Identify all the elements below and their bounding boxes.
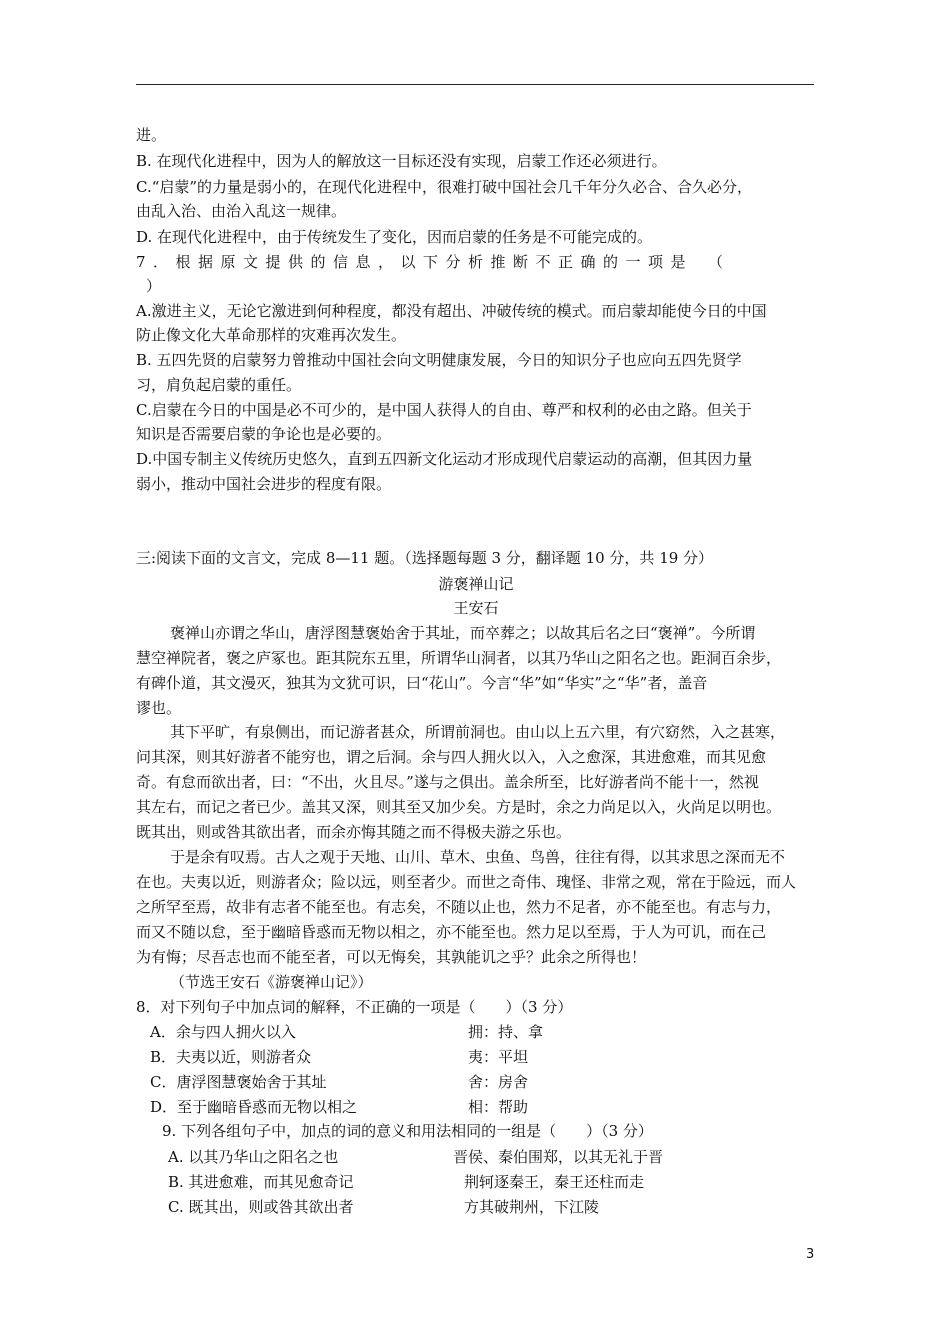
q8-option-sentence: A．余与四人拥火以入 (150, 1023, 296, 1041)
q8-option-d (150, 1097, 830, 1117)
text-line: 之所罕至焉，故非有志者不能至也。有志矣，不随以止也，然力不足者，亦不能至也。有志与力， (136, 898, 782, 916)
essay-paragraph-1: 褒禅山亦谓之华山，唐浮图慧褒始舍于其址，而卒葬之；以故其后名之曰“褒禅”。今所谓 (170, 624, 756, 642)
text-line: 问其深，则其好游者不能穷也，谓之后洞。余与四人拥火以入，入之愈深，其进愈难，而其见愈 (136, 748, 767, 766)
text-line: 进。 (136, 126, 167, 144)
page-number: 3 (806, 1247, 815, 1262)
essay-title: 游褒禅山记 (438, 575, 514, 593)
option-b-q7: B. 五四先贤的启蒙努力曾推动中国社会向文明健康发展，今日的知识分子也应向五四先贤学 (136, 351, 742, 369)
q8-option-gloss: 夷：平坦 (468, 1048, 529, 1066)
q8-option-sentence: B．夫夷以近，则游者众 (150, 1048, 312, 1066)
q8-option-gloss: 舍：房舍 (468, 1073, 529, 1091)
option-d-q7: D.中国专制主义传统历史悠久，直到五四新文化运动才形成现代启蒙运动的高潮，但其因力量 (136, 450, 753, 468)
q8-option-gloss: 拥：持、拿 (468, 1023, 544, 1041)
essay-author: 王安石 (453, 599, 499, 617)
question-7-stem: 7．根据原文提供的信息，以下分析推断不正确的一项是 （ (136, 253, 731, 271)
text-line: 弱小，推动中国社会进步的程度有限。 (136, 475, 392, 493)
q9-option-sentence: B. 其进愈难，而其见愈奇记 (168, 1173, 354, 1191)
text-line: ） (146, 277, 162, 295)
q9-option-c (168, 1197, 848, 1217)
text-line: 既其出，则或咎其欲出者，而余亦悔其随之而不得极夫游之乐也。 (136, 823, 572, 841)
essay-paragraph-3: 于是余有叹焉。古人之观于天地、山川、草木、虫鱼、鸟兽，往往有得，以其求思之深而无不 (170, 848, 786, 866)
q8-option-sentence: C．唐浮图慧褒始舍于其址 (150, 1073, 327, 1091)
text-line: 由乱入治、由治入乱这一规律。 (136, 202, 347, 220)
text-line: 谬也。 (136, 699, 182, 717)
q9-option-a (168, 1147, 848, 1167)
text-line: 其左右，而记之者已少。盖其又深，则其至又加少矣。方是时，余之力尚足以入，火尚足以明也。 (136, 798, 782, 816)
question-9-stem: 9. 下列各组句子中，加点的词的意义和用法相同的一组是（ ）（3 分） (162, 1122, 653, 1140)
header-rule (136, 84, 814, 85)
q9-option-b (168, 1172, 848, 1192)
q9-option-compare: 晋侯、秦伯围郑，以其无礼于晋 (453, 1148, 664, 1166)
text-line: 有碑仆道，其文漫灭，独其为文犹可识，曰“花山”。今言“华”如“华实”之“华”者，盖音 (136, 674, 708, 692)
q8-option-sentence: D．至于幽暗昏惑而无物以相之 (150, 1098, 358, 1116)
section-3-heading: 三:阅读下面的文言文，完成 8—11 题。（选择题每题 3 分，翻译题 10 分，共 19 分） (136, 549, 714, 567)
question-8-stem: 8．对下列句子中加点词的解释，不正确的一项是（ ）（3 分） (136, 998, 573, 1016)
q8-option-a (150, 1022, 830, 1042)
text-line: 知识是否需要启蒙的争论也是必要的。 (136, 425, 392, 443)
option-b-q6: B. 在现代化进程中，因为人的解放这一目标还没有实现，启蒙工作还必须进行。 (136, 152, 667, 170)
option-d-q6: D. 在现代化进程中，由于传统发生了变化，因而启蒙的任务是不可能完成的。 (136, 228, 653, 246)
option-c-q6: C.“启蒙”的力量是弱小的，在现代化进程中，很难打破中国社会几千年分久必合、合久必分， (136, 178, 753, 196)
text-line: 慧空禅院者，褒之庐冢也。距其院东五里，所谓华山洞者，以其乃华山之阳名之也。距洞百余步， (136, 649, 782, 667)
q8-option-c (150, 1072, 830, 1092)
option-a-q7: A.激进主义，无论它激进到何种程度，都没有超出、冲破传统的模式。而启蒙却能使今日的中国 (136, 302, 767, 320)
q8-option-b (150, 1047, 830, 1067)
q9-option-compare: 方其破荆州，下江陵 (464, 1198, 600, 1216)
text-line: 奇。有怠而欲出者，曰：“不出，火且尽。”遂与之俱出。盖余所至，比好游者尚不能十一，然视 (136, 773, 759, 791)
essay-paragraph-2: 其下平旷，有泉侧出，而记游者甚众，所谓前洞也。由山以上五六里，有穴窈然，入之甚寒， (170, 723, 786, 741)
text-line: 为有悔；尽吾志也而不能至者，可以无悔矣，其孰能讥之乎？此余之所得也！ (136, 948, 647, 966)
option-c-q7: C.启蒙在今日的中国是必不可少的，是中国人获得人的自由、尊严和权利的必由之路。但关于 (136, 401, 752, 419)
q8-option-gloss: 相：帮助 (468, 1098, 529, 1116)
text-line: 习，肩负起启蒙的重任。 (136, 376, 302, 394)
text-line: 而又不随以怠，至于幽暗昏惑而无物以相之，亦不能至也。然力足以至焉，于人为可讥，而在己 (136, 923, 767, 941)
q9-option-compare: 荆轲逐秦王，秦王还柱而走 (464, 1173, 645, 1191)
q9-option-sentence: A. 以其乃华山之阳名之也 (168, 1148, 339, 1166)
essay-source-note: （节选王安石《游褒禅山记》） (170, 973, 373, 991)
text-line: 在也。夫夷以近，则游者众；险以远，则至者少。而世之奇伟、瑰怪、非常之观，常在于险远，而人 (136, 873, 797, 891)
q9-option-sentence: C. 既其出，则或咎其欲出者 (168, 1198, 354, 1216)
text-line: 防止像文化大革命那样的灾难再次发生。 (136, 326, 407, 344)
